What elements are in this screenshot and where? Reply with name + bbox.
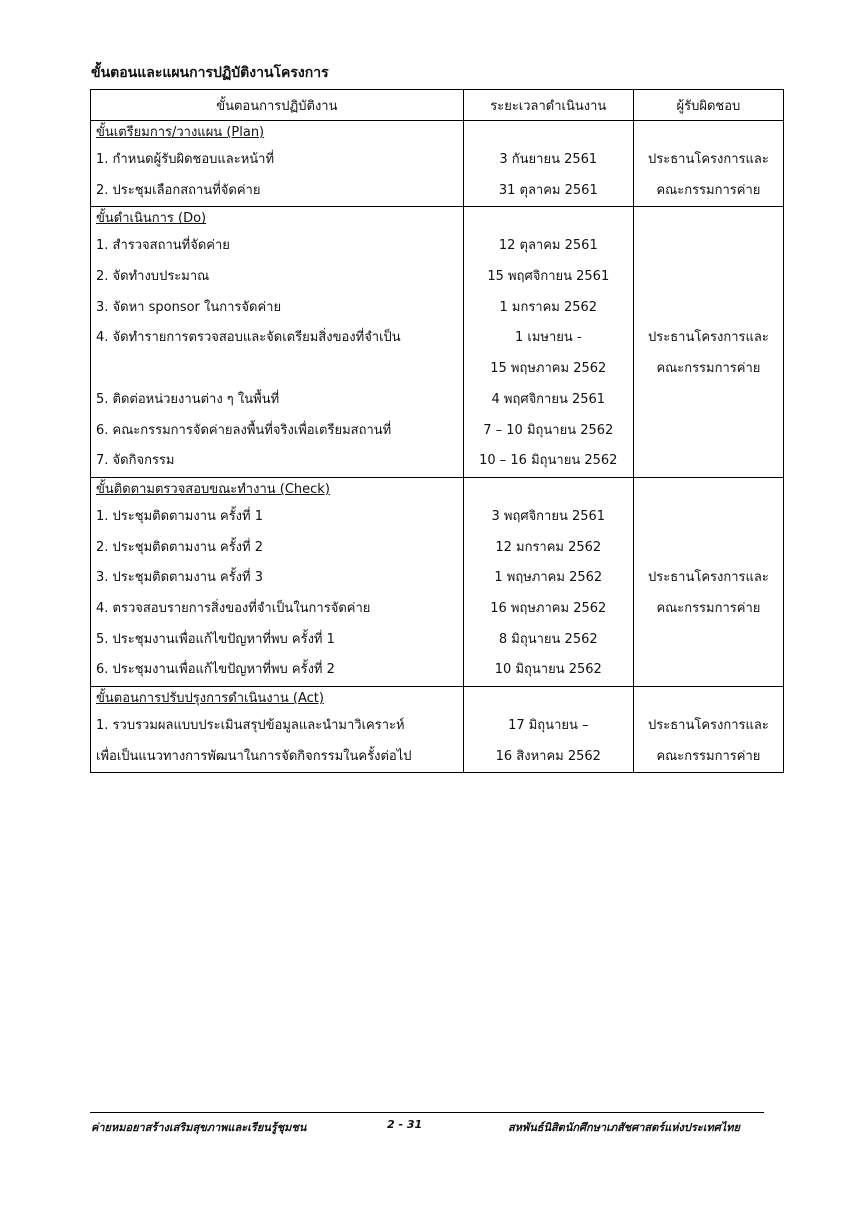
- footer-page-number: 2 - 31: [387, 1118, 423, 1131]
- spacer: [469, 478, 628, 502]
- section-heading: ขั้นติดตามตรวจสอบขณะทำงาน (Check): [96, 481, 330, 497]
- table-row: [91, 477, 784, 686]
- duration-item: 3 กันยายน 2561: [499, 152, 598, 167]
- footer-divider: [90, 1112, 764, 1113]
- responsible-cell: [633, 477, 783, 686]
- table-body: [91, 121, 784, 773]
- responsible-item: คณะกรรมการค่าย: [656, 182, 761, 198]
- step-item: 3. ประชุมติดตามงาน ครั้งที่ 3: [96, 570, 264, 586]
- duration-cell: [463, 687, 633, 773]
- duration-item: 17 มิถุนายน –: [508, 718, 589, 733]
- duration-item: 1 เมษายน -: [514, 330, 582, 346]
- step-item: 1. รวบรวมผลแบบประเมินสรุปข้อมูลและนำมาวิเคราะห์: [96, 718, 405, 733]
- spacer: [639, 478, 778, 502]
- step-item: 1. ประชุมติดตามงาน ครั้งที่ 1: [96, 508, 264, 524]
- header-responsible: ผู้รับผิดชอบ: [633, 90, 783, 121]
- table-row: [91, 207, 784, 478]
- steps-cell: [91, 207, 464, 478]
- duration-item: 12 ตุลาคม 2561: [498, 238, 598, 254]
- step-item: 6. ประชุมงานเพื่อแก้ไขปัญหาที่พบ ครั้งที่ 2: [96, 662, 335, 678]
- table-row: [91, 687, 784, 773]
- spacer: [639, 207, 778, 231]
- step-item: 6. คณะกรรมการจัดค่ายลงพื้นที่จริงเพื่อเตรียมสถานที่: [96, 422, 392, 438]
- responsible-item: ประธานโครงการและ: [648, 718, 769, 733]
- step-item: 1. กำหนดผู้รับผิดชอบและหน้าที่: [96, 152, 275, 167]
- responsible-item: [639, 416, 778, 447]
- table-row: [91, 121, 784, 207]
- step-item: 1. สำรวจสถานที่จัดค่าย: [96, 238, 230, 254]
- duration-item: 31 ตุลาคม 2561: [498, 182, 598, 198]
- duration-item: 7 – 10 มิถุนายน 2562: [483, 422, 614, 438]
- section-heading: ขั้นเตรียมการ/วางแผน (Plan): [96, 125, 265, 140]
- steps-cell: [91, 121, 464, 207]
- duration-item: 10 – 16 มิถุนายน 2562: [479, 453, 618, 469]
- duration-cell: [463, 207, 633, 478]
- header-duration: ระยะเวลาดำเนินงาน: [463, 90, 633, 121]
- responsible-cell: [633, 121, 783, 207]
- step-item: เพื่อเป็นแนวทางการพัฒนาในการจัดกิจกรรมในครั้งต่อไป: [96, 748, 412, 764]
- header-steps: ขั้นตอนการปฏิบัติงาน: [91, 90, 464, 121]
- responsible-item: [639, 385, 778, 416]
- responsible-item: ประธานโครงการและ: [648, 152, 769, 167]
- table-header-row: [91, 90, 784, 121]
- responsible-item: คณะกรรมการค่าย: [656, 361, 761, 377]
- duration-item: 8 มิถุนายน 2562: [498, 631, 598, 647]
- duration-item: 16 พฤษภาคม 2562: [490, 600, 607, 616]
- footer-right: สหพันธ์นิสิตนักศึกษาเภสัชศาสตร์แห่งประเทศไทย: [508, 1121, 740, 1134]
- spacer: [469, 687, 628, 711]
- responsible-cell: [633, 207, 783, 478]
- step-item: 2. ประชุมเลือกสถานที่จัดค่าย: [96, 182, 261, 198]
- duration-cell: [463, 477, 633, 686]
- spacer: [639, 121, 778, 145]
- step-item: 4. จัดทำรายการตรวจสอบและจัดเตรียมสิ่งของที่จำเป็น: [96, 330, 401, 346]
- duration-item: 1 พฤษภาคม 2562: [494, 570, 603, 586]
- footer-left: ค่ายหมอยาสร้างเสริมสุขภาพและเรียนรู้ชุมชน: [91, 1121, 307, 1134]
- responsible-item: ประธานโครงการและ: [648, 570, 769, 586]
- page-title: ขั้นตอนและแผนการปฏิบัติงานโครงการ: [91, 65, 329, 81]
- step-item: 5. ประชุมงานเพื่อแก้ไขปัญหาที่พบ ครั้งที่ 1: [96, 631, 335, 647]
- duration-item: 12 มกราคม 2562: [495, 539, 602, 555]
- responsible-item: [639, 655, 778, 686]
- step-item: 7. จัดกิจกรรม: [96, 453, 175, 469]
- step-item: 2. ประชุมติดตามงาน ครั้งที่ 2: [96, 539, 264, 555]
- section-heading: ขั้นดำเนินการ (Do): [96, 211, 207, 227]
- duration-item: 16 สิงหาคม 2562: [495, 748, 601, 764]
- responsible-item: [639, 293, 778, 324]
- responsible-item: [639, 502, 778, 533]
- step-item: 5. ติดต่อหน่วยงานต่าง ๆ ในพื้นที่: [96, 391, 280, 407]
- duration-cell: [463, 121, 633, 207]
- step-item: [96, 354, 458, 385]
- step-item: 2. จัดทำงบประมาณ: [96, 269, 210, 285]
- spacer: [469, 207, 628, 231]
- responsible-cell: [633, 687, 783, 773]
- section-heading: ขั้นตอนการปรับปรุงการดำเนินงาน (Act): [96, 691, 324, 706]
- duration-item: 10 มิถุนายน 2562: [494, 662, 602, 678]
- duration-item: 1 มกราคม 2562: [499, 299, 598, 315]
- responsible-item: [639, 533, 778, 564]
- spacer: [469, 121, 628, 145]
- responsible-item: [639, 625, 778, 656]
- duration-item: 3 พฤศจิกายน 2561: [491, 508, 606, 524]
- spacer: [639, 687, 778, 711]
- step-item: 3. จัดหา sponsor ในการจัดค่าย: [96, 299, 282, 315]
- responsible-item: [639, 231, 778, 262]
- duration-item: 15 พฤศจิกายน 2561: [487, 269, 610, 285]
- plan-table: [90, 89, 784, 773]
- responsible-item: [639, 446, 778, 477]
- responsible-item: คณะกรรมการค่าย: [656, 600, 761, 616]
- responsible-item: ประธานโครงการและ: [648, 330, 769, 346]
- steps-cell: [91, 687, 464, 773]
- responsible-item: คณะกรรมการค่าย: [656, 748, 761, 764]
- step-item: 4. ตรวจสอบรายการสิ่งของที่จำเป็นในการจัดค่าย: [96, 600, 371, 616]
- responsible-item: [639, 262, 778, 293]
- duration-item: 15 พฤษภาคม 2562: [490, 361, 607, 377]
- duration-item: 4 พฤศจิกายน 2561: [491, 391, 606, 407]
- steps-cell: [91, 477, 464, 686]
